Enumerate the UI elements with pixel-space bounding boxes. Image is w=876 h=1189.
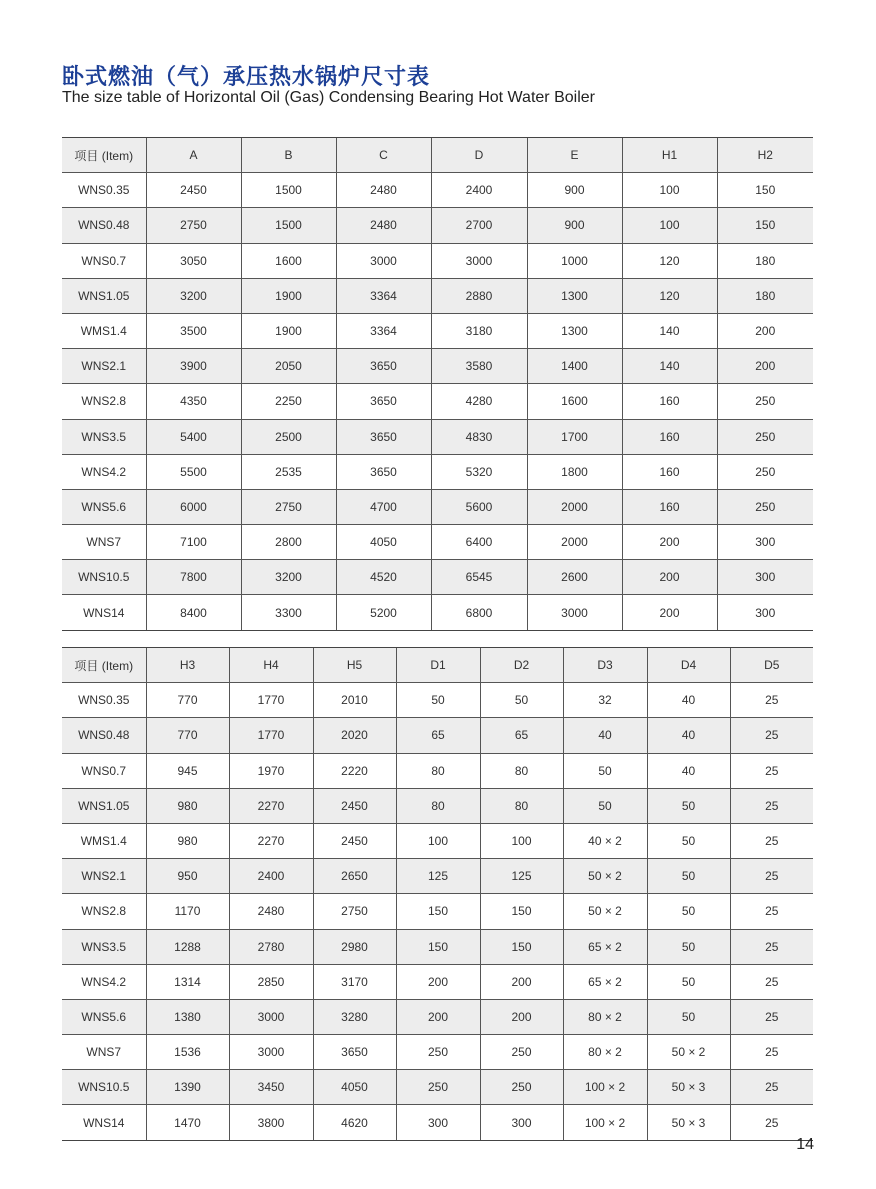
value-cell: 3050: [146, 243, 241, 278]
value-cell: 4280: [431, 384, 527, 419]
value-cell: 250: [717, 384, 813, 419]
value-cell: 3000: [229, 1035, 313, 1070]
value-cell: 200: [622, 595, 717, 630]
value-cell: 7800: [146, 560, 241, 595]
value-cell: 300: [717, 560, 813, 595]
value-cell: 1000: [527, 243, 622, 278]
value-cell: 125: [480, 859, 563, 894]
model-cell: WNS0.48: [62, 208, 146, 243]
value-cell: 200: [396, 964, 480, 999]
value-cell: 100 × 2: [563, 1105, 647, 1140]
value-cell: 25: [730, 823, 813, 858]
table-row: [62, 489, 813, 524]
value-cell: 6800: [431, 595, 527, 630]
value-cell: 180: [717, 278, 813, 313]
value-cell: 1600: [527, 384, 622, 419]
value-cell: 3650: [336, 384, 431, 419]
value-cell: 3200: [241, 560, 336, 595]
value-cell: 300: [396, 1105, 480, 1140]
value-cell: 1300: [527, 278, 622, 313]
value-cell: 2450: [146, 173, 241, 208]
value-cell: 770: [146, 683, 229, 718]
value-cell: 2780: [229, 929, 313, 964]
value-cell: 250: [480, 1035, 563, 1070]
value-cell: 250: [396, 1035, 480, 1070]
header-d2: D2: [480, 648, 563, 683]
model-cell: WNS0.7: [62, 753, 146, 788]
table-row: [62, 718, 813, 753]
table-row: [62, 595, 813, 630]
header-h4: H4: [229, 648, 313, 683]
table-row: [62, 929, 813, 964]
value-cell: 8400: [146, 595, 241, 630]
value-cell: 50 × 2: [563, 894, 647, 929]
value-cell: 80: [396, 788, 480, 823]
value-cell: 40: [647, 718, 730, 753]
value-cell: 5400: [146, 419, 241, 454]
value-cell: 250: [396, 1070, 480, 1105]
value-cell: 2980: [313, 929, 396, 964]
value-cell: 1770: [229, 718, 313, 753]
header-row: [62, 648, 813, 683]
value-cell: 2750: [146, 208, 241, 243]
value-cell: 80: [480, 788, 563, 823]
value-cell: 50: [647, 823, 730, 858]
value-cell: 25: [730, 1035, 813, 1070]
table-row: [62, 823, 813, 858]
value-cell: 3000: [431, 243, 527, 278]
value-cell: 25: [730, 753, 813, 788]
table-row: [62, 454, 813, 489]
value-cell: 1600: [241, 243, 336, 278]
value-cell: 65: [396, 718, 480, 753]
value-cell: 250: [717, 489, 813, 524]
value-cell: 1380: [146, 999, 229, 1034]
model-cell: WNS7: [62, 1035, 146, 1070]
model-cell: WNS2.1: [62, 859, 146, 894]
model-cell: WNS5.6: [62, 999, 146, 1034]
model-cell: WNS0.35: [62, 173, 146, 208]
value-cell: 25: [730, 718, 813, 753]
value-cell: 125: [396, 859, 480, 894]
value-cell: 1800: [527, 454, 622, 489]
table-row: [62, 419, 813, 454]
header-d1: D1: [396, 648, 480, 683]
value-cell: 25: [730, 1070, 813, 1105]
page-title-chinese: 卧式燃油（气）承压热水锅炉尺寸表: [62, 65, 431, 90]
table-row: [62, 384, 813, 419]
value-cell: 5600: [431, 489, 527, 524]
value-cell: 40 × 2: [563, 823, 647, 858]
value-cell: 40: [647, 753, 730, 788]
page-number: 14: [796, 1136, 814, 1153]
value-cell: 2850: [229, 964, 313, 999]
value-cell: 2700: [431, 208, 527, 243]
table-row: [62, 894, 813, 929]
table-row: [62, 208, 813, 243]
value-cell: 3450: [229, 1070, 313, 1105]
size-table-2: [62, 647, 813, 1141]
value-cell: 25: [730, 1105, 813, 1140]
value-cell: 2270: [229, 823, 313, 858]
table-row: [62, 1105, 813, 1140]
value-cell: 200: [480, 999, 563, 1034]
header-b: B: [241, 138, 336, 173]
header-h5: H5: [313, 648, 396, 683]
value-cell: 980: [146, 823, 229, 858]
value-cell: 150: [396, 894, 480, 929]
value-cell: 3650: [313, 1035, 396, 1070]
value-cell: 4700: [336, 489, 431, 524]
value-cell: 3000: [336, 243, 431, 278]
value-cell: 2270: [229, 788, 313, 823]
size-table-1: [62, 137, 813, 631]
value-cell: 1390: [146, 1070, 229, 1105]
value-cell: 25: [730, 859, 813, 894]
value-cell: 900: [527, 208, 622, 243]
value-cell: 50 × 2: [647, 1035, 730, 1070]
value-cell: 3900: [146, 349, 241, 384]
value-cell: 250: [717, 454, 813, 489]
value-cell: 40: [647, 683, 730, 718]
value-cell: 150: [396, 929, 480, 964]
value-cell: 2010: [313, 683, 396, 718]
value-cell: 25: [730, 683, 813, 718]
value-cell: 160: [622, 419, 717, 454]
value-cell: 65: [480, 718, 563, 753]
value-cell: 200: [717, 349, 813, 384]
model-cell: WNS5.6: [62, 489, 146, 524]
model-cell: WNS4.2: [62, 964, 146, 999]
model-cell: WNS7: [62, 525, 146, 560]
value-cell: 3580: [431, 349, 527, 384]
value-cell: 2050: [241, 349, 336, 384]
value-cell: 2880: [431, 278, 527, 313]
model-cell: WNS14: [62, 595, 146, 630]
value-cell: 2650: [313, 859, 396, 894]
value-cell: 100: [480, 823, 563, 858]
value-cell: 150: [717, 173, 813, 208]
value-cell: 4350: [146, 384, 241, 419]
value-cell: 50: [647, 929, 730, 964]
value-cell: 2000: [527, 525, 622, 560]
model-cell: WNS3.5: [62, 929, 146, 964]
value-cell: 900: [527, 173, 622, 208]
value-cell: 200: [622, 525, 717, 560]
model-cell: WNS14: [62, 1105, 146, 1140]
value-cell: 2480: [336, 208, 431, 243]
value-cell: 50: [647, 999, 730, 1034]
model-cell: WNS0.35: [62, 683, 146, 718]
value-cell: 1170: [146, 894, 229, 929]
value-cell: 100 × 2: [563, 1070, 647, 1105]
value-cell: 2220: [313, 753, 396, 788]
value-cell: 180: [717, 243, 813, 278]
header-h3: H3: [146, 648, 229, 683]
value-cell: 3650: [336, 349, 431, 384]
table-row: [62, 349, 813, 384]
value-cell: 160: [622, 489, 717, 524]
value-cell: 3170: [313, 964, 396, 999]
value-cell: 3000: [229, 999, 313, 1034]
value-cell: 4620: [313, 1105, 396, 1140]
value-cell: 5200: [336, 595, 431, 630]
table-row: [62, 525, 813, 560]
value-cell: 100: [622, 208, 717, 243]
value-cell: 1900: [241, 313, 336, 348]
value-cell: 7100: [146, 525, 241, 560]
value-cell: 6000: [146, 489, 241, 524]
value-cell: 50: [647, 894, 730, 929]
value-cell: 32: [563, 683, 647, 718]
value-cell: 50 × 3: [647, 1070, 730, 1105]
value-cell: 300: [480, 1105, 563, 1140]
value-cell: 6400: [431, 525, 527, 560]
value-cell: 300: [717, 525, 813, 560]
value-cell: 80: [396, 753, 480, 788]
value-cell: 50 × 2: [563, 859, 647, 894]
value-cell: 945: [146, 753, 229, 788]
table-row: [62, 173, 813, 208]
value-cell: 2250: [241, 384, 336, 419]
value-cell: 65 × 2: [563, 964, 647, 999]
value-cell: 25: [730, 788, 813, 823]
header-d4: D4: [647, 648, 730, 683]
value-cell: 2500: [241, 419, 336, 454]
value-cell: 80: [480, 753, 563, 788]
value-cell: 150: [480, 929, 563, 964]
value-cell: 200: [480, 964, 563, 999]
value-cell: 80 × 2: [563, 999, 647, 1034]
model-cell: WNS1.05: [62, 788, 146, 823]
value-cell: 150: [717, 208, 813, 243]
value-cell: 50: [480, 683, 563, 718]
value-cell: 2450: [313, 823, 396, 858]
model-cell: WNS0.7: [62, 243, 146, 278]
value-cell: 2400: [431, 173, 527, 208]
header-d: D: [431, 138, 527, 173]
value-cell: 140: [622, 349, 717, 384]
header-h1: H1: [622, 138, 717, 173]
value-cell: 2600: [527, 560, 622, 595]
value-cell: 1314: [146, 964, 229, 999]
header-e: E: [527, 138, 622, 173]
value-cell: 250: [480, 1070, 563, 1105]
header-a: A: [146, 138, 241, 173]
value-cell: 25: [730, 894, 813, 929]
value-cell: 3500: [146, 313, 241, 348]
value-cell: 2800: [241, 525, 336, 560]
value-cell: 4520: [336, 560, 431, 595]
value-cell: 160: [622, 454, 717, 489]
value-cell: 50: [563, 753, 647, 788]
value-cell: 2750: [313, 894, 396, 929]
value-cell: 2480: [336, 173, 431, 208]
value-cell: 2750: [241, 489, 336, 524]
value-cell: 6545: [431, 560, 527, 595]
value-cell: 25: [730, 999, 813, 1034]
page-title-english: The size table of Horizontal Oil (Gas) Condensing Bearing Hot Water Boiler: [62, 89, 595, 106]
value-cell: 65 × 2: [563, 929, 647, 964]
value-cell: 50: [396, 683, 480, 718]
table-row: [62, 278, 813, 313]
value-cell: 120: [622, 243, 717, 278]
header-d5: D5: [730, 648, 813, 683]
header-h2: H2: [717, 138, 813, 173]
table-row: [62, 683, 813, 718]
value-cell: 300: [717, 595, 813, 630]
header-item: 项目 (Item): [62, 648, 146, 683]
value-cell: 950: [146, 859, 229, 894]
value-cell: 1536: [146, 1035, 229, 1070]
value-cell: 3200: [146, 278, 241, 313]
value-cell: 2400: [229, 859, 313, 894]
value-cell: 5320: [431, 454, 527, 489]
value-cell: 50: [563, 788, 647, 823]
value-cell: 150: [480, 894, 563, 929]
table-row: [62, 859, 813, 894]
value-cell: 3280: [313, 999, 396, 1034]
value-cell: 4830: [431, 419, 527, 454]
value-cell: 2535: [241, 454, 336, 489]
value-cell: 160: [622, 384, 717, 419]
table-row: [62, 1035, 813, 1070]
value-cell: 200: [717, 313, 813, 348]
table-body: [62, 683, 813, 1140]
value-cell: 250: [717, 419, 813, 454]
value-cell: 1770: [229, 683, 313, 718]
value-cell: 100: [396, 823, 480, 858]
model-cell: WNS2.8: [62, 384, 146, 419]
value-cell: 3180: [431, 313, 527, 348]
value-cell: 1970: [229, 753, 313, 788]
value-cell: 980: [146, 788, 229, 823]
value-cell: 3364: [336, 278, 431, 313]
value-cell: 2450: [313, 788, 396, 823]
value-cell: 4050: [336, 525, 431, 560]
header-item: 项目 (Item): [62, 138, 146, 173]
value-cell: 3364: [336, 313, 431, 348]
header-row: [62, 138, 813, 173]
model-cell: WNS10.5: [62, 1070, 146, 1105]
value-cell: 140: [622, 313, 717, 348]
table-row: [62, 243, 813, 278]
table-row: [62, 313, 813, 348]
header-c: C: [336, 138, 431, 173]
value-cell: 2480: [229, 894, 313, 929]
value-cell: 1500: [241, 173, 336, 208]
value-cell: 40: [563, 718, 647, 753]
value-cell: 2020: [313, 718, 396, 753]
value-cell: 3300: [241, 595, 336, 630]
model-cell: WMS1.4: [62, 313, 146, 348]
model-cell: WNS2.8: [62, 894, 146, 929]
model-cell: WNS1.05: [62, 278, 146, 313]
value-cell: 1500: [241, 208, 336, 243]
value-cell: 25: [730, 929, 813, 964]
value-cell: 120: [622, 278, 717, 313]
model-cell: WMS1.4: [62, 823, 146, 858]
value-cell: 50: [647, 788, 730, 823]
value-cell: 50: [647, 859, 730, 894]
value-cell: 100: [622, 173, 717, 208]
table-row: [62, 560, 813, 595]
model-cell: WNS2.1: [62, 349, 146, 384]
value-cell: 3650: [336, 454, 431, 489]
value-cell: 1400: [527, 349, 622, 384]
value-cell: 80 × 2: [563, 1035, 647, 1070]
value-cell: 1300: [527, 313, 622, 348]
table-header: [62, 648, 813, 683]
value-cell: 3650: [336, 419, 431, 454]
value-cell: 200: [396, 999, 480, 1034]
value-cell: 2000: [527, 489, 622, 524]
header-d3: D3: [563, 648, 647, 683]
table-row: [62, 753, 813, 788]
value-cell: 200: [622, 560, 717, 595]
value-cell: 770: [146, 718, 229, 753]
table-body: [62, 173, 813, 630]
value-cell: 1288: [146, 929, 229, 964]
model-cell: WNS4.2: [62, 454, 146, 489]
value-cell: 1700: [527, 419, 622, 454]
table-header: [62, 138, 813, 173]
table-row: [62, 1070, 813, 1105]
table-row: [62, 964, 813, 999]
value-cell: 3000: [527, 595, 622, 630]
value-cell: 50 × 3: [647, 1105, 730, 1140]
value-cell: 25: [730, 964, 813, 999]
value-cell: 4050: [313, 1070, 396, 1105]
model-cell: WNS0.48: [62, 718, 146, 753]
value-cell: 1900: [241, 278, 336, 313]
table-row: [62, 788, 813, 823]
value-cell: 1470: [146, 1105, 229, 1140]
model-cell: WNS3.5: [62, 419, 146, 454]
value-cell: 50: [647, 964, 730, 999]
value-cell: 5500: [146, 454, 241, 489]
model-cell: WNS10.5: [62, 560, 146, 595]
value-cell: 3800: [229, 1105, 313, 1140]
table-row: [62, 999, 813, 1034]
